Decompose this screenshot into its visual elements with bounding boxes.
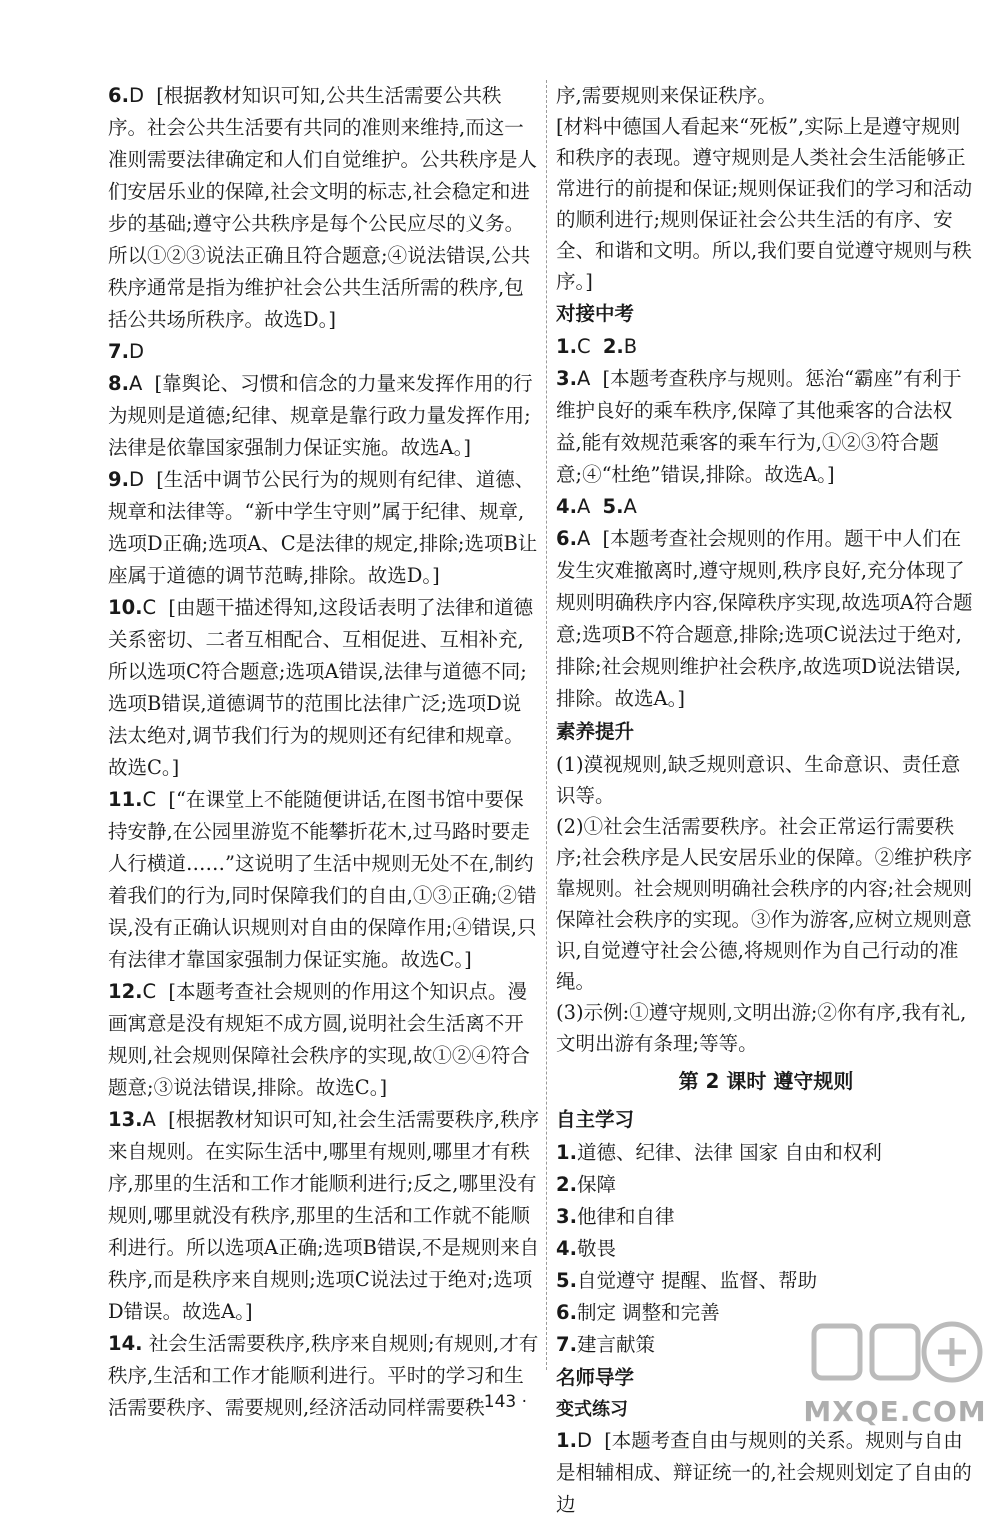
item-number: 2. — [556, 1173, 577, 1196]
item-text: 道德、纪律、法律 国家 自由和权利 — [576, 1141, 882, 1164]
answer-item-13 — [108, 1104, 540, 1328]
item-explanation: [根据教材知识可知,社会生活需要秩序,秩序来自规则。在实际生活中,哪里有规则,哪里才有秩序,那里的生活和工作才能顺利进行;反之,哪里没有规则,哪里就没有秩序,那里的生活和工作就不能顺利进行。所以选项A正确;选项B错误,不是规则来自秩序,而是秩序来自规则;选项C说法过于绝对;选项D错误。故选A。] — [108, 1108, 540, 1323]
item-number: 5. — [602, 495, 624, 518]
watermark-text: MXQE.COM — [803, 1395, 987, 1428]
item-number: 3. — [556, 1205, 577, 1228]
item-number: 6. — [108, 84, 129, 107]
section-heading-mingshi: 名师导学 — [556, 1366, 635, 1389]
item-number: 1. — [556, 1141, 577, 1164]
answer-item-3 — [556, 363, 976, 491]
item-answer: C — [576, 335, 591, 358]
item-answer: A — [576, 527, 591, 550]
item-number: 7. — [556, 1333, 577, 1356]
answer-item-6 — [108, 80, 540, 336]
item-text: 他律和自律 — [576, 1205, 675, 1228]
answer-item-1-2 — [556, 331, 976, 363]
item-answer: C — [142, 596, 157, 619]
item-number: 12. — [108, 980, 143, 1003]
watermark-icon — [796, 1306, 994, 1402]
zizhu-item-2 — [556, 1169, 976, 1201]
item-answer: B — [623, 335, 638, 358]
answer-item-11 — [108, 784, 540, 976]
column-divider — [546, 80, 547, 1370]
suyang-para-3: (3)示例:①遵守规则,文明出游;②你有序,我有礼,文明出游有条理;等等。 — [556, 1001, 967, 1055]
item-number: 6. — [556, 527, 577, 550]
section-heading-suyang: 素养提升 — [556, 720, 635, 743]
zizhu-item-1 — [556, 1137, 976, 1169]
item-number: 8. — [108, 372, 129, 395]
item-explanation: [本题考查社会规则的作用这个知识点。漫画寓意是没有规矩不成方圆,说明社会生活离不开规则,社会规则保障社会秩序的实现,故①②④符合题意;③说法错误,排除。故选C。] — [108, 980, 530, 1099]
lesson-title: 第 2 课时 遵守规则 — [678, 1069, 854, 1093]
item-number: 3. — [556, 367, 577, 390]
answer-item-12 — [108, 976, 540, 1104]
zizhu-item-5 — [556, 1265, 976, 1297]
item-text: 自觉遵守 提醒、监督、帮助 — [576, 1269, 818, 1292]
item-text: 制定 调整和完善 — [576, 1301, 720, 1324]
answer-item-6b — [556, 523, 976, 715]
watermark-logo — [796, 1306, 994, 1432]
suyang-para-2: (2)①社会生活需要秩序。社会正常运行需要秩序;社会秩序是人民安居乐业的保障。②维护秩序靠规则。社会规则明确社会秩序的内容;社会规则保障社会秩序的实现。③作为游客,应树立规则意识,自觉遵守社会公德,将规则作为自己行动的准绳。 — [556, 815, 973, 993]
item-answer: D — [128, 84, 144, 107]
item-answer: C — [142, 788, 157, 811]
right-column — [556, 80, 976, 1521]
item-number: 4. — [556, 1237, 577, 1260]
zizhu-item-3 — [556, 1201, 976, 1233]
item-number: 1. — [556, 335, 577, 358]
item-answer: C — [142, 980, 157, 1003]
item-explanation: [本题考查自由与规则的关系。规则与自由是相辅相成、辩证统一的,社会规则划定了自由的边 — [556, 1429, 972, 1516]
item-explanation: [本题考查社会规则的作用。题干中人们在发生灾难撤离时,遵守规则,秩序良好,充分体现了规则明确秩序内容,保障秩序实现,故选项A符合题意;选项B不符合题意,排除;选项C说法过于绝对,排除;社会规则维护社会秩序,故选项D说法错误,排除。故选A。] — [556, 527, 973, 710]
item-answer: A — [128, 372, 143, 395]
item-number: 6. — [556, 1301, 577, 1324]
item-number: 2. — [602, 335, 624, 358]
left-column — [108, 80, 540, 1424]
answer-item-9 — [108, 464, 540, 592]
item-text: 敬畏 — [576, 1237, 616, 1260]
item-explanation: [生活中调节公民行为的规则有纪律、道德、规章和法律等。“新中学生守则”属于纪律、规章,选项D正确;选项A、C是法律的规定,排除;选项B让座属于道德的调节范畴,排除。故选D。] — [108, 468, 538, 587]
item-number: 7. — [108, 340, 129, 363]
item-explanation: [由题干描述得知,这段话表明了法律和道德关系密切、二者互相配合、互相促进、互相补充,所以选项C符合题意;选项A错误,法律与道德不同;选项B错误,道德调节的范围比法律广泛;选项D说法太绝对,调节我们行为的规则还有纪律和规章。故选C。] — [108, 596, 534, 779]
item-number: 1. — [556, 1429, 577, 1452]
mingshi-item-1 — [556, 1425, 976, 1521]
item-answer: A — [623, 495, 637, 518]
continued-explanation: [材料中德国人看起来“死板”,实际上是遵守规则和秩序的表现。遵守规则是人类社会生活能够正常进行的前提和保证;规则保证我们的学习和活动的顺利进行;规则保证社会公共生活的有序、安全、和谐和文明。所以,我们要自觉遵守规则与秩序。] — [556, 115, 973, 293]
item-number: 9. — [108, 468, 129, 491]
item-number: 5. — [556, 1269, 577, 1292]
item-answer: A — [576, 495, 591, 518]
item-explanation: [本题考查秩序与规则。惩治“霸座”有利于维护良好的乘车秩序,保障了其他乘客的合法权益,能有效规范乘客的乘车行为,①②③符合题意;④“杜绝”错误,排除。故选A。] — [556, 367, 962, 486]
continued-text: 序,需要规则来保证秩序。 — [556, 84, 777, 107]
item-number: 10. — [108, 596, 143, 619]
item-number: 13. — [108, 1108, 143, 1131]
item-text: 建言献策 — [576, 1333, 655, 1356]
item-answer: A — [576, 367, 591, 390]
item-answer: D — [128, 468, 144, 491]
item-answer: D — [128, 340, 144, 363]
zizhu-item-4 — [556, 1233, 976, 1265]
item-answer: A — [142, 1108, 156, 1131]
item-number: 4. — [556, 495, 577, 518]
item-explanation: 社会生活需要秩序,秩序来自规则;有规则,才有秩序,生活和工作才能顺利进行。平时的学习和生活需要秩序、需要规则,经济活动同样需要秩 — [108, 1332, 539, 1419]
item-explanation: [根据教材知识可知,公共生活需要公共秩序。社会公共生活要有共同的准则来维持,而这一准则需要法律确定和人们自觉维护。公共秩序是人们安居乐业的保障,社会文明的标志,社会稳定和进步的基础;遵守公共秩序是每个公民应尽的义务。所以①②③说法正确且符合题意;④说法错误,公共秩序通常是指为维护社会公共生活所需的秩序,包括公共场所秩序。故选D。] — [108, 84, 538, 331]
item-number: 11. — [108, 788, 143, 811]
item-number: 14. — [108, 1332, 143, 1355]
page-number: · 143 · — [472, 1392, 528, 1412]
item-explanation: [靠舆论、习惯和信念的力量来发挥作用的行为规则是道德;纪律、规章是靠行政力量发挥作用;法律是依靠国家强制力保证实施。故选A。] — [108, 372, 533, 459]
answer-item-10 — [108, 592, 540, 784]
answer-item-4-5 — [556, 491, 976, 523]
section-heading-zizhu: 自主学习 — [556, 1108, 635, 1131]
item-explanation: [“在课堂上不能随便讲话,在图书馆中要保持安静,在公园里游览不能攀折花木,过马路时要走人行横道……”这说明了生活中规则无处不在,制约着我们的行为,同时保障我们的自由,①③正确;②错误,没有正确认识规则对自由的保障作用;④错误,只有法律才靠国家强制力保证实施。故选C。] — [108, 788, 537, 971]
section-heading-duijie: 对接中考 — [556, 302, 635, 325]
item-answer: D — [576, 1429, 592, 1452]
suyang-para-1: (1)漠视规则,缺乏规则意识、生命意识、责任意识等。 — [556, 753, 961, 807]
answer-item-8 — [108, 368, 540, 464]
subheading-bianshi: 变式练习 — [556, 1399, 628, 1420]
answer-item-7 — [108, 336, 540, 368]
item-text: 保障 — [576, 1173, 616, 1196]
